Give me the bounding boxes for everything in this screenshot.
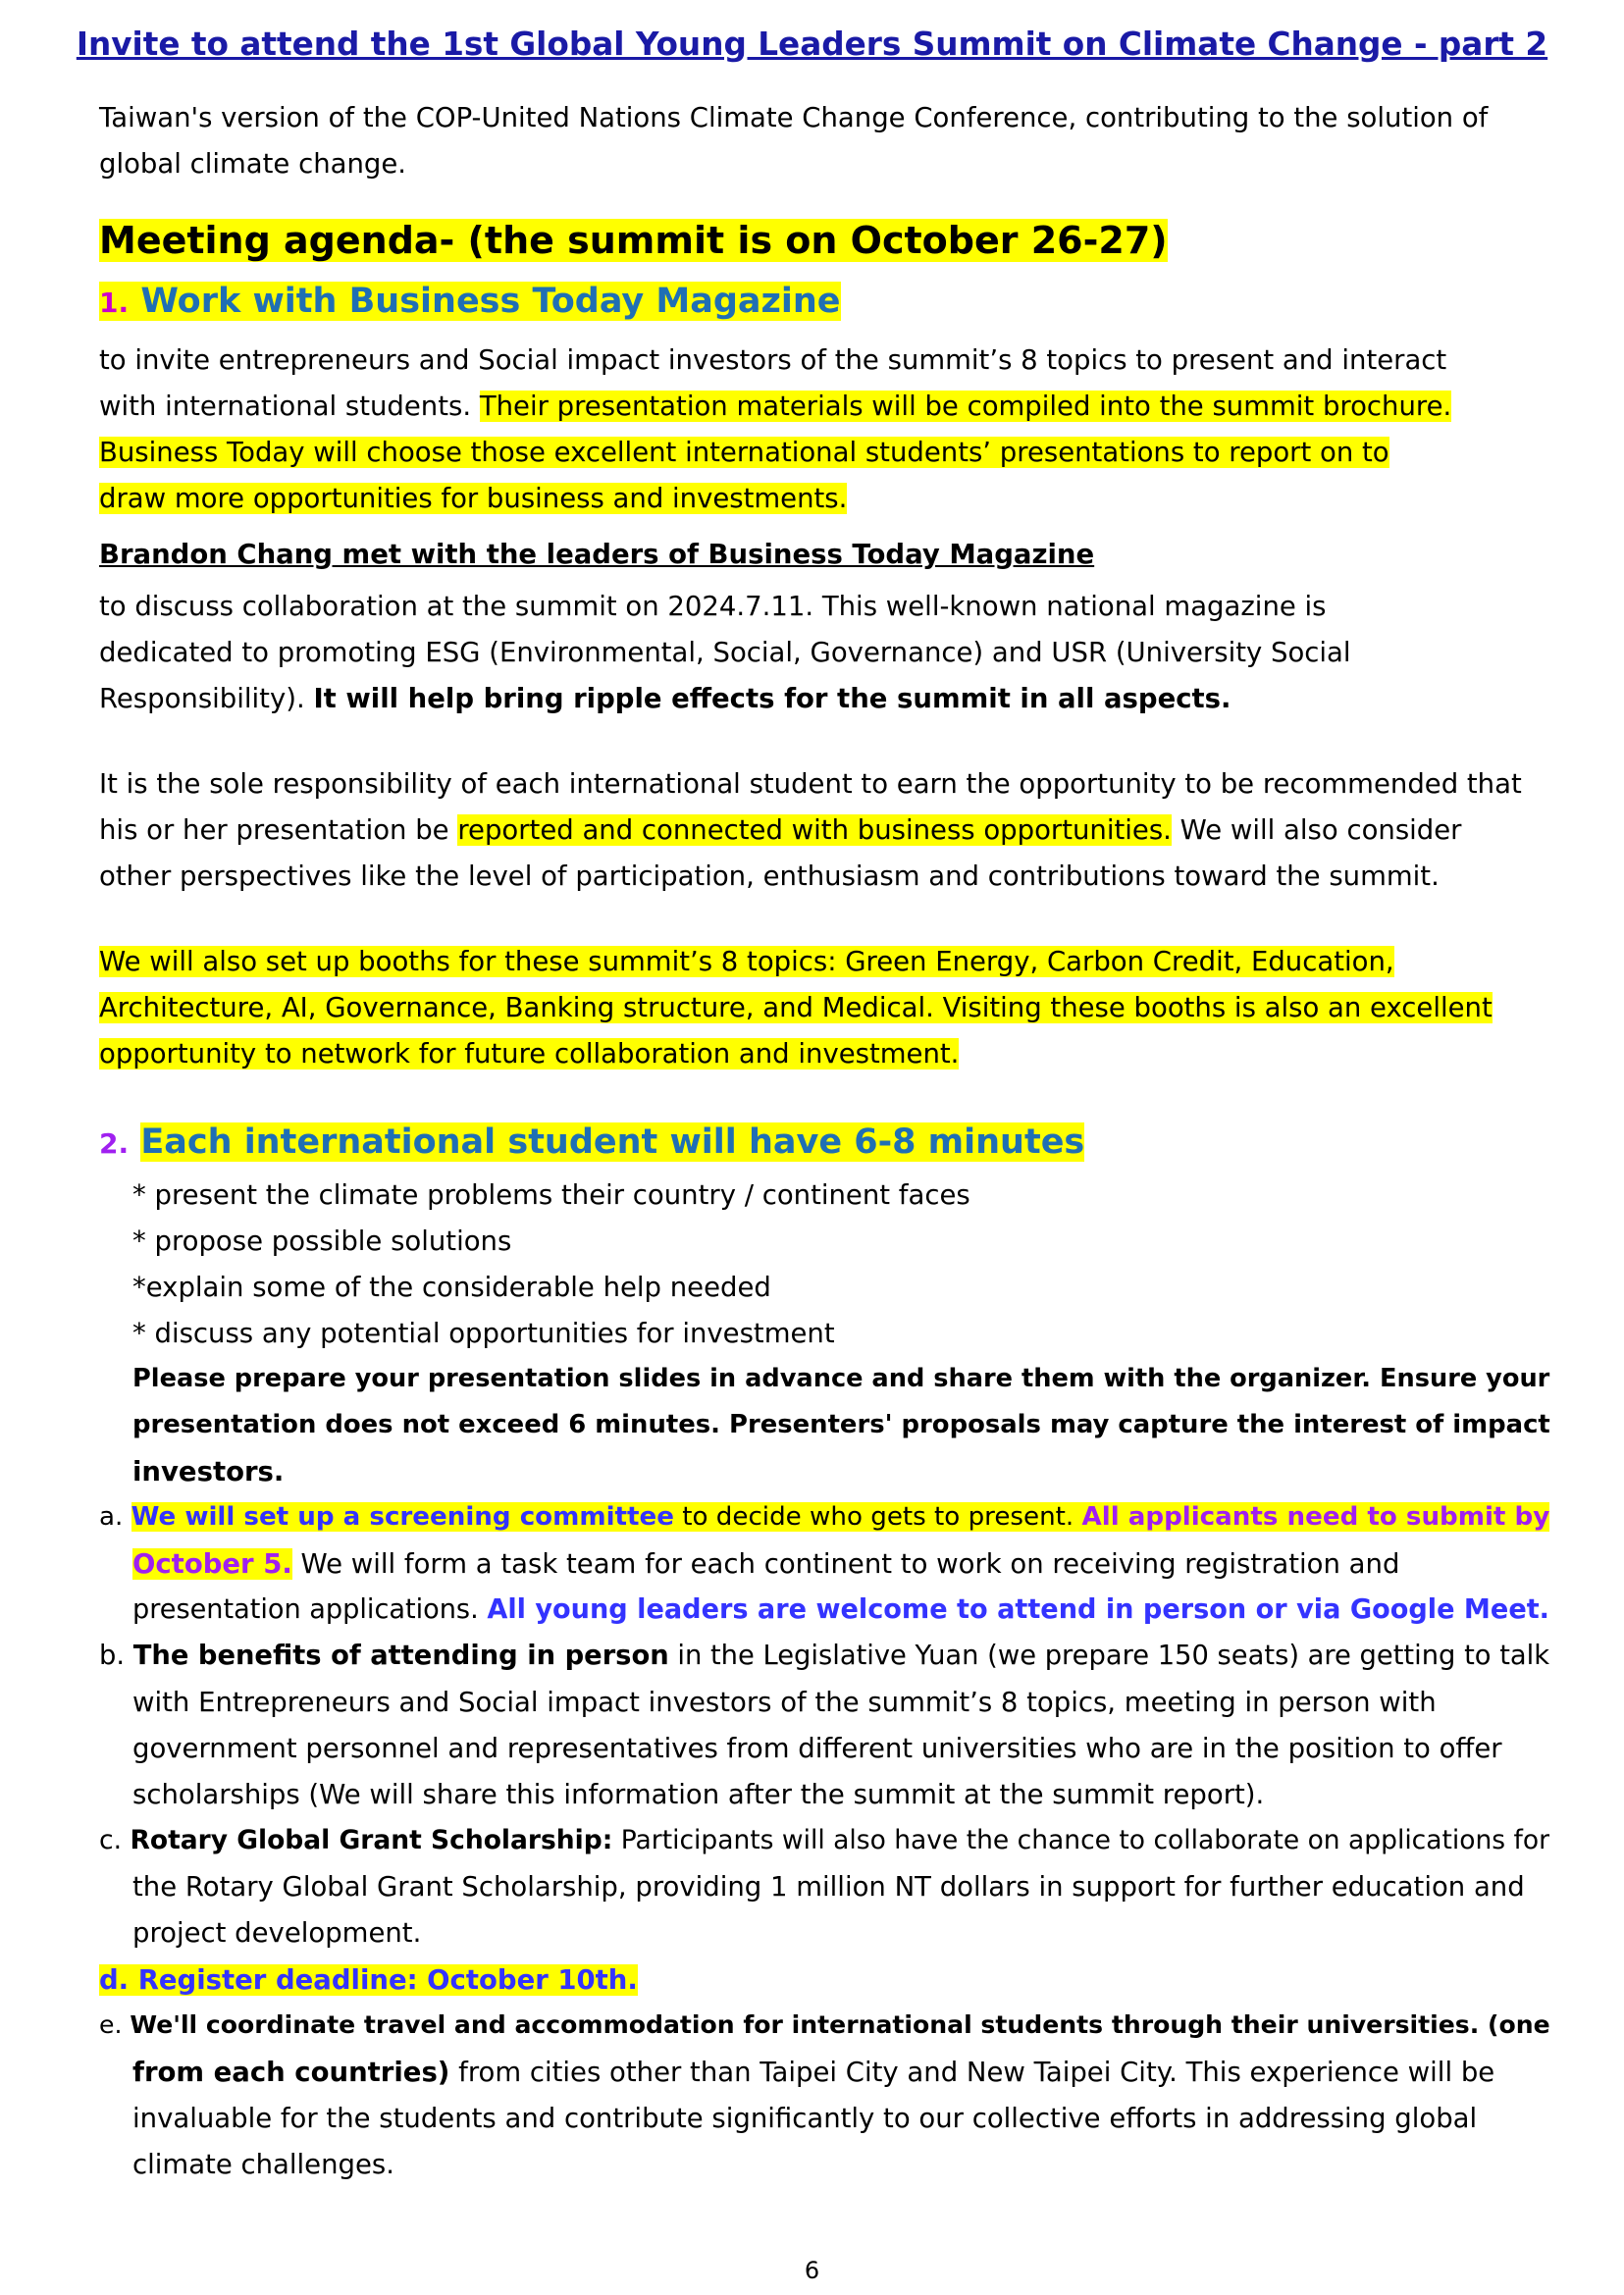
item-c-line-3: project development. — [132, 1917, 422, 1949]
document-title: Invite to attend the 1st Global Young Leaders Summit on Climate Change - part 2 — [76, 26, 1548, 63]
meeting-subheading: Brandon Chang met with the leaders of Business Today Magazine — [99, 539, 1095, 570]
prep-line-3: investors. — [132, 1456, 285, 1487]
s1-p3-line-3: other perspectives like the level of participation, enthusiasm and contributions toward the summit. — [99, 861, 1440, 892]
item-c-line-2: the Rotary Global Grant Scholarship, providing 1 million NT dollars in support for further education and — [132, 1871, 1525, 1903]
prep-line-2: presentation does not exceed 6 minutes. Presenters' proposals may capture the interest of impact — [132, 1410, 1550, 1439]
s1-p2-line-2: dedicated to promoting ESG (Environmental, Social, Governance) and USR (University Social — [99, 637, 1351, 668]
item-b-line-2: with Entrepreneurs and Social impact investors of the summit’s 8 topics, meeting in person with — [132, 1687, 1437, 1718]
section-1-heading — [99, 281, 841, 324]
s1-p1-line-2: with international students. Their presentation materials will be compiled into the summit brochure. — [99, 391, 1452, 422]
section-1-number: 1. — [99, 287, 130, 319]
s1-p1-line-1: to invite entrepreneurs and Social impact investors of the summit’s 8 topics to present and interact — [99, 344, 1447, 376]
booths-line-1: We will also set up booths for these summit’s 8 topics: Green Energy, Carbon Credit, Education, — [99, 946, 1394, 977]
item-a-line-2: October 5. We will form a task team for each continent to work on receiving registration and — [132, 1548, 1400, 1580]
s1-p1-line-3: Business Today will choose those excellent international students’ presentations to report on to — [99, 437, 1389, 468]
item-b-line-3: government personnel and representatives from different universities who are in the position to offer — [132, 1733, 1502, 1764]
bullet-item: * present the climate problems their country / continent faces — [132, 1179, 970, 1211]
s1-p2-line-1: to discuss collaboration at the summit on 2024.7.11. This well-known national magazine is — [99, 591, 1327, 622]
intro-line-1: Taiwan's version of the COP-United Nations Climate Change Conference, contributing to the solution of — [99, 102, 1489, 133]
s1-p3-line-2: his or her presentation be reported and connected with business opportunities. We will also consider — [99, 814, 1462, 846]
item-a-line-3: presentation applications. All young leaders are welcome to attend in person or via Google Meet. — [132, 1594, 1549, 1625]
booths-line-2: Architecture, AI, Governance, Banking structure, and Medical. Visiting these booths is also an excellent — [99, 992, 1493, 1023]
s1-p1-line-4: draw more opportunities for business and investments. — [99, 483, 848, 514]
s1-p2-line-3: Responsibility). It will help bring ripple effects for the summit in all aspects. — [99, 683, 1231, 714]
item-e-line-2: from each countries) from cities other than Taipei City and New Taipei City. This experience will be — [132, 2057, 1495, 2088]
item-d-deadline: d. Register deadline: October 10th. — [99, 1964, 638, 1996]
bullet-item: * propose possible solutions — [132, 1226, 512, 1257]
item-e-line-3: invaluable for the students and contribute significantly to our collective efforts in addressing global — [132, 2103, 1478, 2134]
section-2-heading — [99, 1121, 1084, 1165]
s1-highlight-brochure: Their presentation materials will be compiled into the summit brochure. — [479, 391, 1452, 422]
prep-line-1: Please prepare your presentation slides in advance and share them with the organizer. Ensure your — [132, 1364, 1550, 1393]
booths-line-3: opportunity to network for future collaboration and investment. — [99, 1038, 960, 1069]
agenda-heading — [99, 218, 1168, 265]
section-2-number: 2. — [99, 1127, 130, 1160]
s1-p3-line-1: It is the sole responsibility of each international student to earn the opportunity to be recommended that — [99, 768, 1522, 800]
page-number: 6 — [804, 2257, 820, 2284]
bullet-item: *explain some of the considerable help needed — [132, 1272, 771, 1303]
item-b-line-4: scholarships (We will share this information after the summit at the summit report). — [132, 1779, 1265, 1810]
item-e-line-1: e. We'll coordinate travel and accommodation for international students through their universities. (one — [99, 2010, 1550, 2039]
item-b-line-1: b. The benefits of attending in person in the Legislative Yuan (we prepare 150 seats) are getting to talk — [99, 1641, 1550, 1671]
intro-line-2: global climate change. — [99, 148, 407, 180]
agenda-heading-text: Meeting agenda- (the summit is on October 26-27) — [99, 219, 1168, 262]
item-c-line-1: c. Rotary Global Grant Scholarship: Participants will also have the chance to collaborate on applications for — [99, 1825, 1550, 1855]
item-e-line-4: climate challenges. — [132, 2149, 394, 2180]
section-1-title: Work with Business Today Magazine — [140, 282, 841, 321]
section-2-title: Each international student will have 6-8 minutes — [140, 1122, 1085, 1162]
bullet-item: * discuss any potential opportunities for investment — [132, 1318, 835, 1349]
item-a-line-1: a. We will set up a screening committee to decide who gets to present. All applicants need to submit by — [99, 1502, 1550, 1532]
